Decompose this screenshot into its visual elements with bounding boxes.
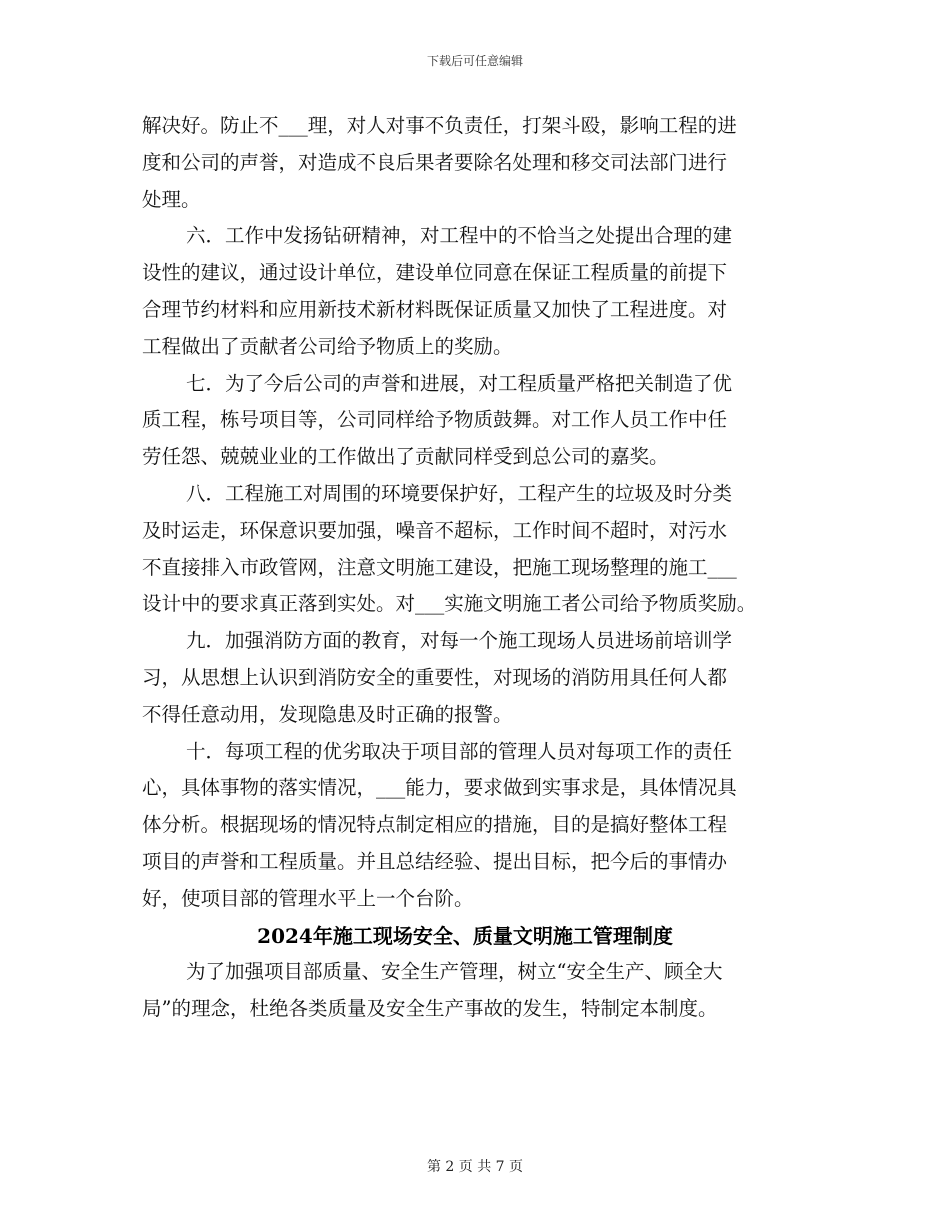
text-line: 六．工作中发扬钻研精神，对工程中的不恰当之处提出合理的建 (186, 224, 733, 248)
text-line: 及时运走，环保意识要加强，噪音不超标，工作时间不超时，对污水 (142, 518, 728, 542)
text-line: 七．为了今后公司的声誉和进展，对工程质量严格把关制造了优 (186, 371, 733, 395)
page-footer: 第 2 页 共 7 页 (426, 1159, 524, 1175)
text-line: 八．工程施工对周围的环境要保护好，工程产生的垃圾及时分类 (186, 481, 733, 505)
text-line: 合理节约材料和应用新技术新材料既保证质量又加快了工程进度。对 (142, 297, 728, 321)
text-line: 十．每项工程的优劣取决于项目部的管理人员对每项工作的责任 (186, 739, 733, 763)
section-title: 2024年施工现场安全、质量文明施工管理制度 (257, 923, 673, 948)
text-line: 心，具体事物的落实情况，___能力，要求做到实事求是，具体情况具 (142, 776, 737, 800)
text-line: 好，使项目部的管理水平上一个台阶。 (142, 886, 474, 910)
text-line: 设性的建议，通过设计单位，建设单位同意在保证工程质量的前提下 (142, 261, 728, 285)
intro-paragraph (142, 954, 812, 1028)
text-line: 质工程，栋号项目等，公司同样给予物质鼓舞。对工作人员工作中任 (142, 408, 728, 432)
text-line: 度和公司的声誉，对造成不良后果者要除名处理和移交司法部门进行 (142, 150, 728, 174)
text-line: 项目的声誉和工程质量。并且总结经验、提出目标，把今后的事情办 (142, 849, 728, 873)
text-line: 不直接排入市政管网，注意文明施工建设，把施工现场整理的施工___ (142, 555, 737, 579)
text-line: 局”的理念，杜绝各类质量及安全生产事故的发生，特制定本制度。 (142, 997, 718, 1021)
text-line: 设计中的要求真正落到实处。对___实施文明施工者公司给予物质奖励。 (142, 592, 757, 616)
text-line: 劳任怨、兢兢业业的工作做出了贡献同样受到总公司的嘉奖。 (142, 445, 669, 469)
page-header: 下载后可任意编辑 (426, 54, 523, 68)
text-line: 工程做出了贡献者公司给予物质上的奖励。 (142, 334, 513, 358)
text-line: 处理。 (142, 187, 201, 211)
text-line: 九．加强消防方面的教育，对每一个施工现场人员进场前培训学 (186, 629, 733, 653)
text-line: 为了加强项目部质量、安全生产管理，树立“安全生产、顾全大 (186, 960, 723, 984)
text-line: 解决好。防止不___理，对人对事不负责任，打架斗殴，影响工程的进 (142, 114, 737, 137)
text-line: 习，从思想上认识到消防安全的重要性，对现场的消防用具任何人都 (142, 665, 728, 689)
paragraph-lines (142, 108, 812, 918)
text-line: 不得任意动用，发现隐患及时正确的报警。 (142, 702, 513, 726)
text-line: 体分析。根据现场的情况特点制定相应的措施，目的是搞好整体工程 (142, 813, 728, 837)
document-body (142, 108, 812, 1028)
